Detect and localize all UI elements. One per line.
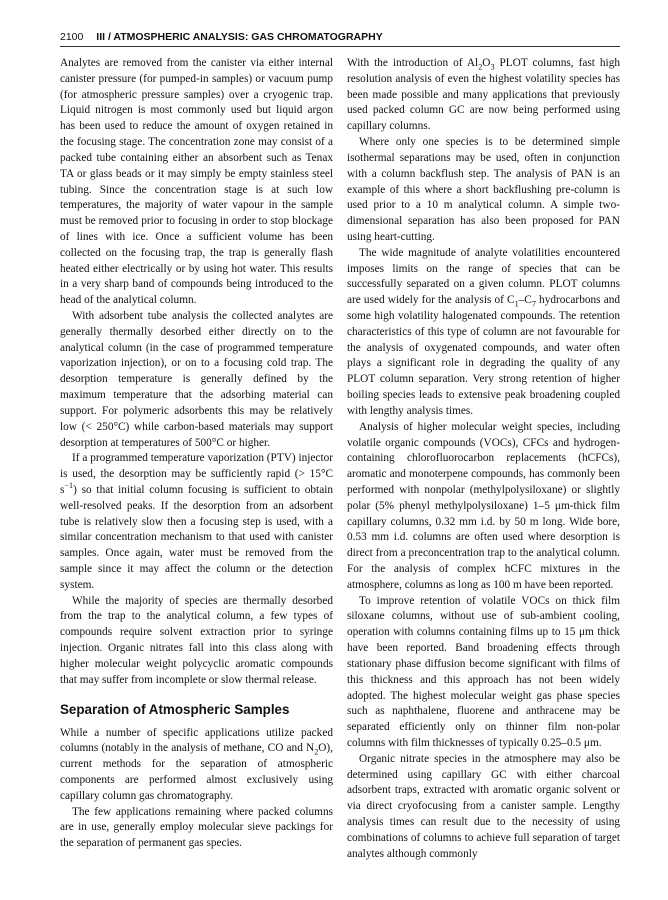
section-heading: Separation of Atmospheric Samples bbox=[60, 701, 290, 717]
body-paragraph bbox=[60, 451, 333, 593]
body-paragraph: Analysis of higher molecular weight species, including volatile organic compounds (VOCs), CFCs and hydrogen-containing chlorofluorocarbon replacements (hCFCs), aromatic and monoterpene compounds, has commonly been performed with nonpolar (methylpolysiloxane) or slightly polar (5% phenyl methylpolysiloxane) 1–5 μm-thick film capillary columns, 0.32 mm i.d. by 50 m long. Wide bore, 0.53 mm i.d. columns are often used where desorption is direct from a preconcentration trap to the analytical column. For the analysis of complex hCFC mixtures in the atmosphere, columns as long as 100 m have been reported. bbox=[347, 420, 620, 591]
text-run: With the introduction of Al bbox=[347, 57, 479, 69]
body-paragraph: Organic nitrate species in the atmosphere may also be determined using capillary GC with either charcoal adsorbent traps, extracted with aromatic organic solvent or via direct cryofocusing from a canister sample. Lengthy analysis times can result due to the necessity of using combinations of columns to achieve full separation of target analytes although commonly bbox=[347, 752, 620, 860]
subscript: 2 bbox=[314, 747, 319, 757]
text-run: O bbox=[482, 57, 491, 69]
body-paragraph: Analytes are removed from the canister via either internal canister pressure (for pumped-in samples) or vacuum pump (for atmospheric pressure samples) over a cryogenic trap. Liquid nitrogen is most commonly used but liquid argon has been used to reduce the amount of oxygen retained in the focusing stage. The concentration zone may consist of a packed tube containing either an absorbent such as Tenax TA or glass beads or it may simply be empty stainless steel tubing. Since the concentration stage is at such low temperatures, the majority of water vapour in the sample must be removed prior to focusing in order to stop blockage of lines with ice. Once a sufficient volume has been collected on the focusing trap, the trap is generally flash heated either electrically or by using hot water. This results in a very sharp band of compounds being introduced to the head of the analytical column. bbox=[60, 57, 333, 307]
left-column bbox=[60, 56, 333, 852]
right-column bbox=[347, 56, 620, 862]
text-run: ) so that initial column focusing is sufficient to obtain well-resolved peaks. If the desorption from an adsorbent tube is relatively slow then a focusing step is used, with a similar concentration mechanism to that used with canister samples. Once again, water must be removed from the sample since it may affect the column or the detection system. bbox=[60, 483, 333, 591]
body-paragraph: To improve retention of volatile VOCs on thick film siloxane columns, without use of sub-ambient cooling, operation with columns containing films up to 15 μm thick have been reported. Band broadening effects through stationary phase diffusion become significant with films of this thickness and this approach has not been widely adopted. The highest molecular weight gas phase species such as naphthalene, fluorene and anthracene may be separated efficiently only on thinner film non-polar columns with film thicknesses of typically 0.25–0.5 μm. bbox=[347, 594, 620, 749]
subscript: 3 bbox=[490, 62, 495, 72]
subscript: 1 bbox=[514, 299, 519, 309]
text-run: While a number of specific applications utilize packed columns (notably in the analysis of methane, CO and N bbox=[60, 726, 333, 755]
text-run: O), current methods for the separation of atmospheric components are performed almost exclusively using capillary column gas chromatography. bbox=[60, 742, 333, 802]
body-paragraph bbox=[347, 56, 620, 135]
running-header bbox=[60, 31, 620, 43]
subscript: 7 bbox=[531, 299, 536, 309]
body-paragraph: With adsorbent tube analysis the collected analytes are generally thermally desorbed either directly on to the analytical column (in the case of programmed temperature vaporization injection), or on to a focusing cold trap. The desorption temperature is generally defined by the maximum temperature that the adsorbing material can support. For polymeric adsorbents this may be relatively low (< 250°C) while carbon-based materials may support desorption at temperatures of 500°C or higher. bbox=[60, 310, 333, 449]
page-number: 2100 bbox=[60, 31, 84, 43]
body-paragraph bbox=[347, 246, 620, 420]
text-run: hydrocarbons and some high volatility halogenated compounds. The retention characteristics of this type of column are not favourable for the analysis of oxygenated compounds, and water often plays a significant role in degrading the quality of any PLOT column separation. Very strong retention of higher boiling species leads to extensive peak broadening coupled with lengthy analysis times. bbox=[347, 294, 620, 417]
subscript: 2 bbox=[478, 62, 483, 72]
text-run: The wide magnitude of analyte volatilities encountered imposes limits on the range of species that can be successfully separated on a given column. PLOT columns are used widely for the analysis of C bbox=[347, 246, 620, 307]
body-paragraph: While the majority of species are thermally desorbed from the trap to the analytical column, a few types of compounds require solvent extraction prior to syringe injection. Organic nitrates fall into this class along with higher molecular weight polycyclic aromatic compounds that may suffer from incomplete or slow thermal release. bbox=[60, 594, 333, 686]
text-run: –C bbox=[518, 294, 532, 307]
superscript: −1 bbox=[64, 481, 74, 491]
running-title: III / ATMOSPHERIC ANALYSIS: GAS CHROMATOGRAPHY bbox=[96, 31, 383, 43]
header-rule bbox=[60, 46, 620, 47]
body-paragraph: Where only one species is to be determined simple isothermal separations may be used, often in conjunction with a column backflush step. The analysis of PAN is an example of this where a short backflushing pre-column is used prior to a 10 m analytical column. A simple two-dimensional separation has also been proposed for PAN using heart-cutting. bbox=[347, 136, 620, 243]
body-paragraph: The few applications remaining where packed columns are in use, generally employ molecular sieve packings for the separation of permanent gas species. bbox=[60, 805, 333, 850]
text-run: If a programmed temperature vaporization (PTV) injector is used, the desorption may be sufficiently rapid (> 15°C s bbox=[60, 452, 333, 496]
text-run: PLOT columns, fast high resolution analysis of even the highest volatility species has been made possible and many applications that previously used packed column GC are now being performed using capillary columns. bbox=[347, 57, 620, 133]
body-paragraph bbox=[60, 726, 333, 805]
